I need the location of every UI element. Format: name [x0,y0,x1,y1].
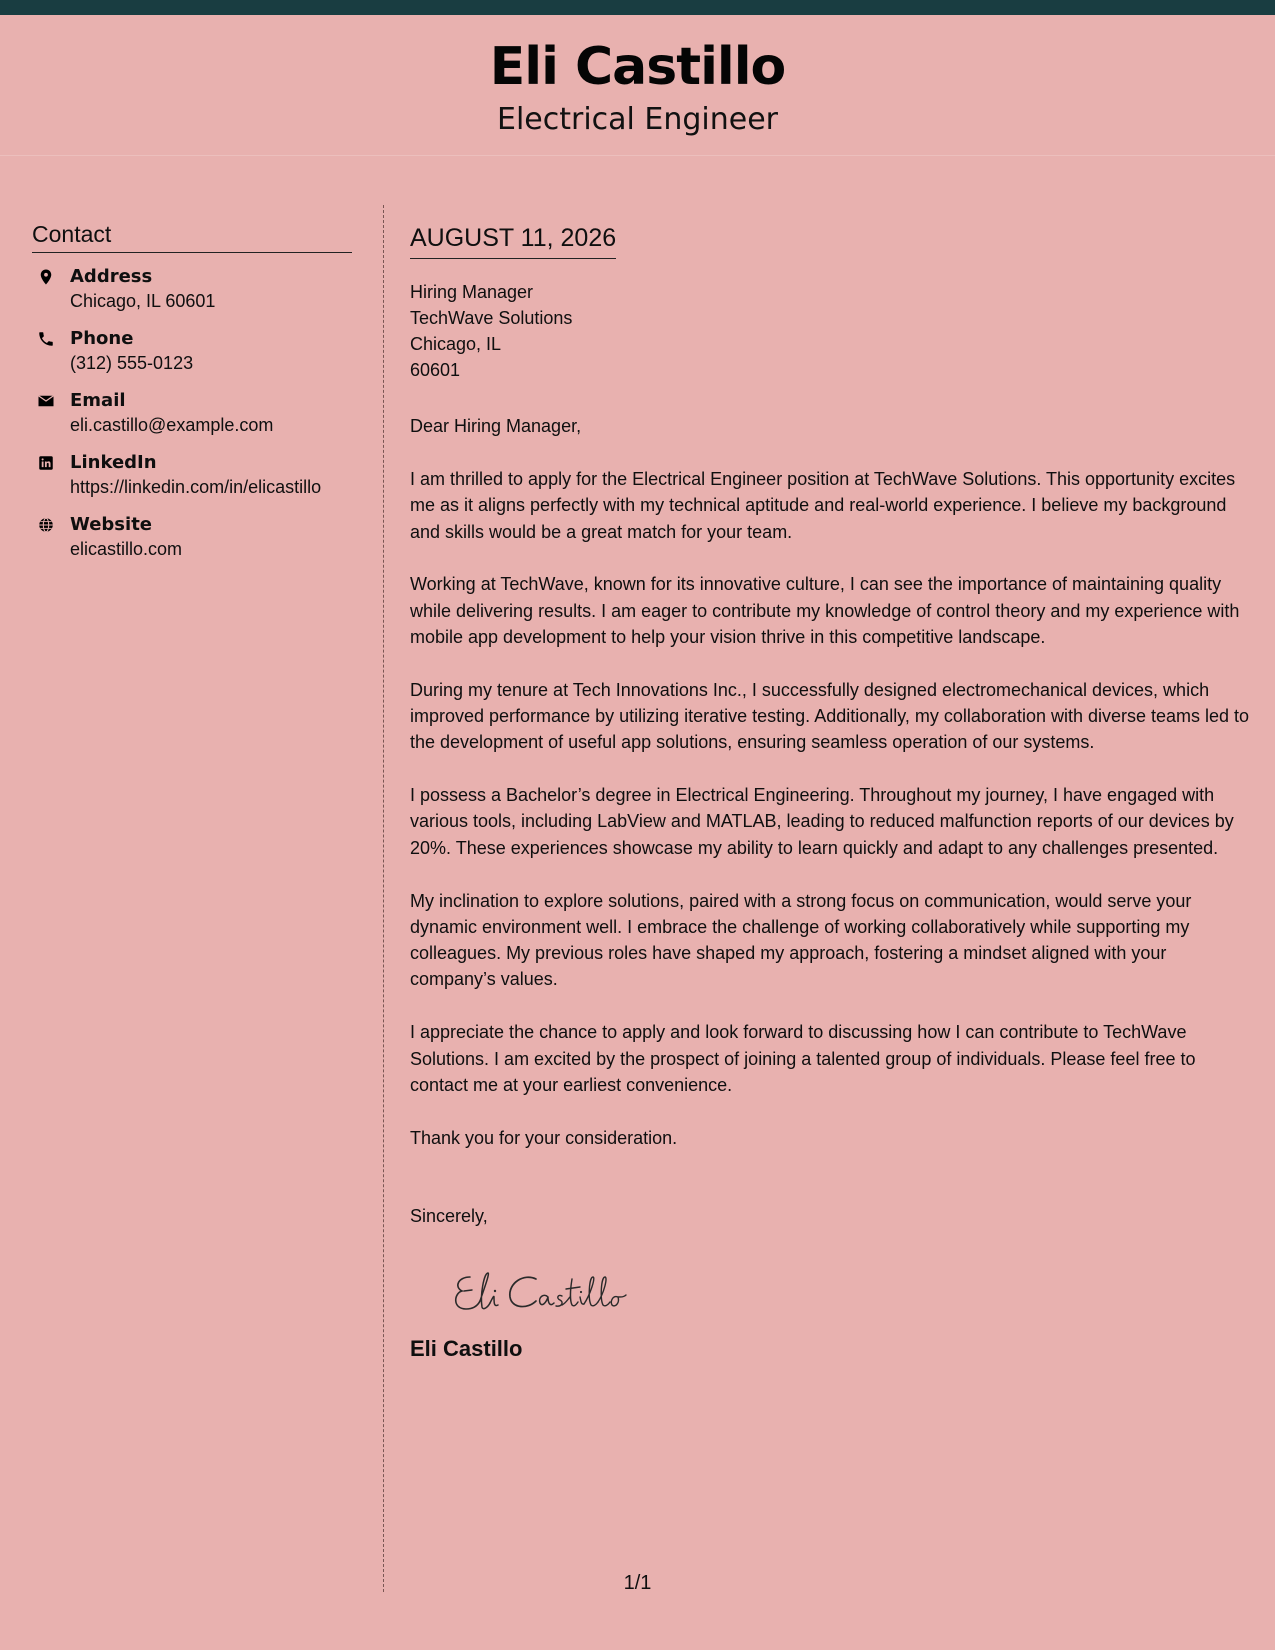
contact-email [32,389,352,437]
envelope-icon [34,389,58,413]
body-paragraph: I possess a Bachelor’s degree in Electrical Engineering. Throughout my journey, I have engaged with various tools, including LabView and MATLAB, leading to reduced malfunction reports of our devices by 20%. These experiences showcase my ability to learn quickly and adapt to any challenges presented. [410,785,1234,858]
recipient-line: Hiring Manager [410,282,534,302]
closing-line: Sincerely, [410,1205,488,1226]
top-accent-bar [0,0,1275,15]
linkedin-value[interactable]: https://linkedin.com/in/elicastillo [70,477,322,497]
map-pin-icon [34,265,58,289]
signed-name: Eli Castillo [410,1335,523,1361]
address-value: Chicago, IL 60601 [70,291,216,311]
body-paragraph: Working at TechWave, known for its innovative culture, I can see the importance of maintaining quality while delivering results. I am eager to contribute my knowledge of control theory and my experience with mobile app development to help your vision thrive in this competitive landscape. [410,574,1240,647]
recipient-line: 60601 [410,360,461,380]
recipient-line: TechWave Solutions [410,308,573,328]
phone-value[interactable]: (312) 555-0123 [70,353,194,373]
email-value[interactable]: eli.castillo@example.com [70,415,274,435]
handwritten-signature [450,1265,1252,1321]
greeting: Dear Hiring Manager, [410,416,582,436]
contact-label: Phone [70,328,134,349]
letter-body [410,222,1252,1363]
phone-icon [34,327,58,351]
contact-sidebar [32,218,352,575]
contact-website [32,513,352,561]
thanks-line: Thank you for your consideration. [410,1127,678,1148]
body-paragraph: I appreciate the chance to apply and look forward to discussing how I can contribute to TechWave Solutions. I am excited by the prospect of joining a talented group of individuals. Please feel free to contact me at your earliest convenience. [410,1022,1196,1095]
contact-label: Email [70,390,126,411]
applicant-title: Electrical Engineer [496,102,779,137]
body-paragraph: My inclination to explore solutions, paired with a strong focus on communication, would serve your dynamic environment well. I embrace the challenge of working collaboratively while supporting my colleagues. My previous roles have shaped my approach, fostering a mindset aligned with your company’s values. [410,890,1192,990]
body-paragraph: I am thrilled to apply for the Electrical Engineer position at TechWave Solutions. This opportunity excites me as it aligns perfectly with my technical aptitude and real-world experience. I believe my background and skills would be a great match for your team. [410,469,1236,542]
website-value[interactable]: elicastillo.com [70,539,183,559]
contact-linkedin [32,451,352,499]
recipient-block [410,279,1252,383]
contact-address [32,265,352,313]
contact-phone [32,327,352,375]
recipient-line: Chicago, IL [410,334,502,354]
column-divider [383,205,384,1592]
contact-label: Website [70,514,153,535]
contact-heading: Contact [32,218,352,253]
linkedin-icon [34,451,58,475]
contact-label: LinkedIn [70,452,157,473]
letter-header [0,15,1275,156]
body-paragraph: During my tenure at Tech Innovations Inc., I successfully designed electromechanical devices, which improved performance by utilizing iterative testing. Additionally, my collaboration with diverse teams led to the development of useful app solutions, ensuring seamless operation of our systems. [410,679,1250,753]
letter-date: AUGUST 11, 2026 [410,222,616,259]
contact-label: Address [70,266,153,287]
applicant-name: Eli Castillo [489,37,786,97]
page-number: 1/1 [623,1572,652,1594]
globe-icon [34,513,58,537]
